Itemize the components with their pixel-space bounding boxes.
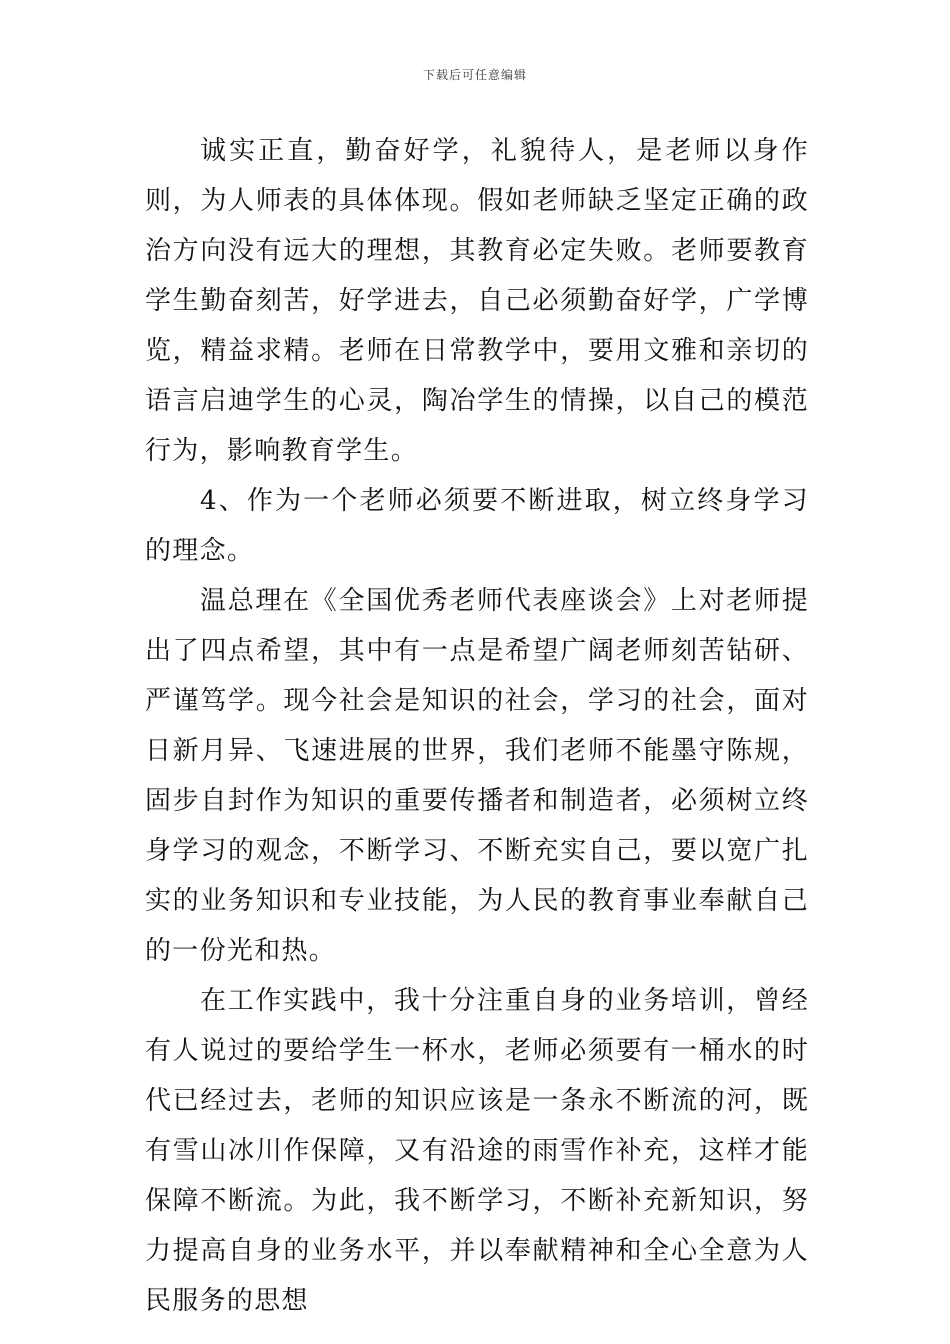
page-header-note: 下载后可任意编辑 — [422, 68, 527, 82]
paragraph-work-practice: 在工作实践中，我十分注重自身的业务培训，曾经有人说过的要给学生一杯水，老师必须要有一桶水的时代已经过去，老师的知识应该是一条永不断流的河，既有雪山冰川作保障，又有沿途的雨雪作补充，这样才能保障不断流。为此，我不断学习，不断补充新知识，努力提高自身的业务水平，并以奉献精神和全心全意为人民服务的思想 — [145, 986, 809, 1316]
document-body — [145, 126, 809, 1326]
paragraph-integrity: 诚实正直，勤奋好学，礼貌待人，是老师以身作则，为人师表的具体体现。假如老师缺乏坚定正确的政治方向没有远大的理想，其教育必定失败。老师要教育学生勤奋刻苦，好学进去，自己必须勤奋好学，广学博览，精益求精。老师在日常教学中，要用文雅和亲切的语言启迪学生的心灵，陶冶学生的情操，以自己的模范行为，影响教育学生。 — [145, 136, 809, 466]
paragraph-heading-lifelong-learning: 4、作为一个老师必须要不断进取，树立终身学习的理念。 — [145, 486, 809, 566]
paragraph-premier-hopes: 温总理在《全国优秀老师代表座谈会》上对老师提出了四点希望，其中有一点是希望广阔老师刻苦钻研、严谨笃学。现今社会是知识的社会，学习的社会，面对日新月异、飞速进展的世界，我们老师不能墨守陈规，固步自封作为知识的重要传播者和制造者，必须树立终身学习的观念，不断学习、不断充实自己，要以宽广扎实的业务知识和专业技能，为人民的教育事业奉献自己的一份光和热。 — [145, 586, 809, 966]
